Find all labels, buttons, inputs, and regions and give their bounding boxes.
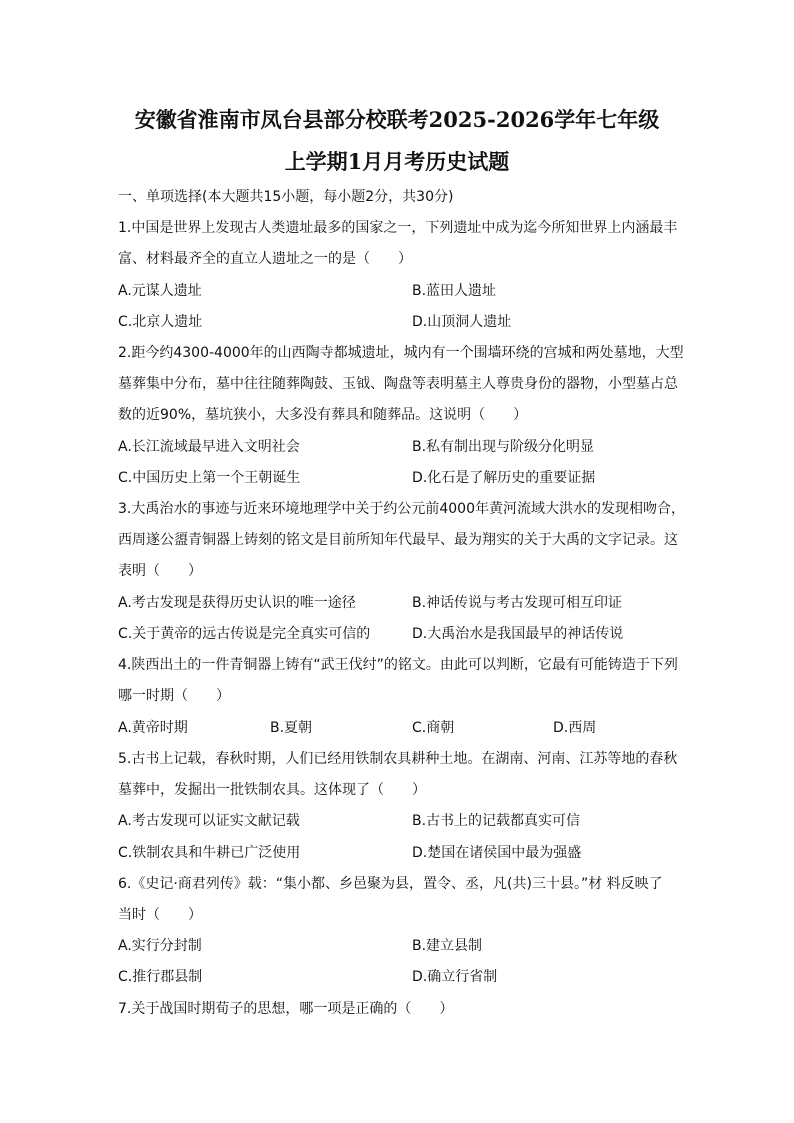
question-1-option-c: C.北京人遗址 bbox=[118, 314, 203, 330]
exam-title-line-2: 上学期1月月考历史试题 bbox=[284, 149, 510, 174]
question-3-option-a: A.考古发现是获得历史认识的唯一途径 bbox=[118, 595, 356, 611]
question-1-option-d: D.山顶洞人遗址 bbox=[412, 314, 512, 330]
question-7-line-1: 7.关于战国时期荀子的思想，哪一项是正确的（ ） bbox=[118, 1001, 454, 1017]
question-2-option-d: D.化石是了解历史的重要证据 bbox=[412, 470, 596, 486]
question-3-option-b: B.神话传说与考古发现可相互印证 bbox=[412, 595, 623, 611]
question-5-option-d: D.楚国在诸侯国中最为强盛 bbox=[412, 845, 582, 861]
question-2-line-3: 数的近90%，墓坑狭小，大多没有葬具和随葬品。这说明（ ） bbox=[118, 407, 528, 423]
question-5-option-b: B.古书上的记载都真实可信 bbox=[412, 813, 581, 829]
question-1-option-b: B.蓝田人遗址 bbox=[412, 283, 497, 299]
question-6-option-d: D.确立行省制 bbox=[412, 969, 498, 985]
question-4-option-d: D.西周 bbox=[553, 720, 597, 736]
question-4-line-1: 4.陕西出土的一件青铜器上铸有“武王伐纣”的铭文。由此可以判断，它最有可能铸造于下列 bbox=[118, 657, 678, 673]
question-4-option-b: B.夏朝 bbox=[270, 720, 313, 736]
question-2-option-a: A.长江流域最早进入文明社会 bbox=[118, 439, 300, 455]
question-2-line-1: 2.距今约4300-4000年的山西陶寺都城遗址，城内有一个围墙环绕的宫城和两处墓地，大型 bbox=[118, 345, 684, 361]
section-heading: 一、单项选择(本大题共15小题，每小题2分，共30分) bbox=[118, 189, 454, 205]
question-2-option-c: C.中国历史上第一个王朝诞生 bbox=[118, 470, 301, 486]
question-1-line-2: 富、材料最齐全的直立人遗址之一的是（ ） bbox=[118, 251, 412, 267]
question-5-line-1: 5.古书上记载，春秋时期，人们已经用铁制农具耕种土地。在湖南、河南、江苏等地的春秋 bbox=[118, 751, 678, 767]
question-2-line-2: 墓葬集中分布，墓中往往随葬陶鼓、玉钺、陶盘等表明墓主人尊贵身份的器物，小型墓占总 bbox=[118, 376, 678, 392]
question-4-option-a: A.黄帝时期 bbox=[118, 720, 188, 736]
question-5-line-2: 墓葬中，发掘出一批铁制农具。这体现了（ ） bbox=[118, 782, 426, 798]
question-2-option-b: B.私有制出现与阶级分化明显 bbox=[412, 439, 595, 455]
question-3-option-c: C.关于黄帝的远古传说是完全真实可信的 bbox=[118, 626, 371, 642]
question-3-line-2: 西周遂公盨青铜器上铸刻的铭文是目前所知年代最早、最为翔实的关于大禹的文字记录。这 bbox=[118, 532, 678, 548]
question-3-option-d: D.大禹治水是我国最早的神话传说 bbox=[412, 626, 624, 642]
question-3-line-1: 3.大禹治水的事迹与近来环境地理学中关于约公元前4000年黄河流域大洪水的发现相吻合， bbox=[118, 501, 685, 517]
question-4-line-2: 哪一时期（ ） bbox=[118, 688, 230, 704]
exam-title-line-1: 安徽省淮南市凤台县部分校联考2025-2026学年七年级 bbox=[134, 107, 660, 132]
question-1-line-1: 1.中国是世界上发现古人类遗址最多的国家之一，下列遗址中成为迄今所知世界上内涵最丰 bbox=[118, 220, 678, 236]
question-3-line-3: 表明（ ） bbox=[118, 563, 202, 579]
question-1-option-a: A.元谋人遗址 bbox=[118, 283, 202, 299]
question-6-line-2: 当时（ ） bbox=[118, 907, 202, 923]
question-5-option-c: C.铁制农具和牛耕已广泛使用 bbox=[118, 845, 301, 861]
question-6-line-1: 6.《史记·商君列传》载：“集小都、乡邑聚为县，置令、丞，凡(共)三十县。”材 料反映了 bbox=[118, 876, 663, 892]
question-6-option-b: B.建立县制 bbox=[412, 938, 483, 954]
question-5-option-a: A.考古发现可以证实文献记载 bbox=[118, 813, 300, 829]
question-6-option-c: C.推行郡县制 bbox=[118, 969, 203, 985]
question-4-option-c: C.商朝 bbox=[412, 720, 455, 736]
question-6-option-a: A.实行分封制 bbox=[118, 938, 202, 954]
